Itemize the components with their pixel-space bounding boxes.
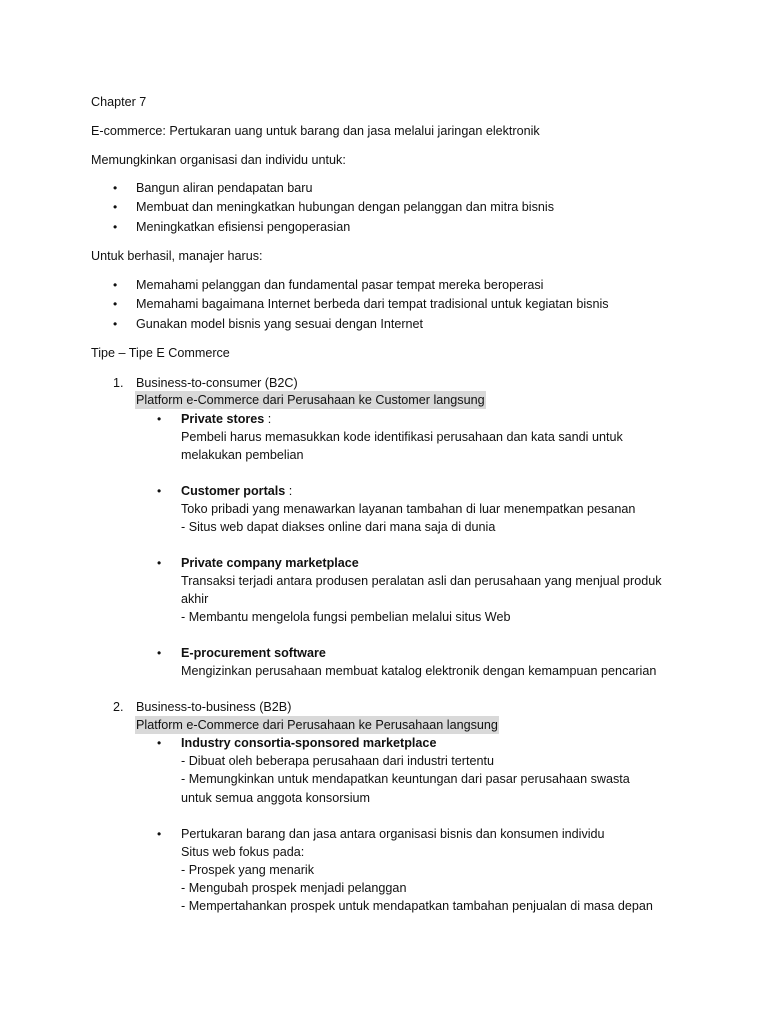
bullet-icon: • — [113, 297, 118, 311]
enable-item: Bangun aliran pendapatan baru — [136, 181, 313, 195]
b2c-item-title — [181, 410, 271, 428]
b2b-item-line: Situs web fokus pada: — [181, 845, 305, 859]
b2c-item-title — [181, 482, 292, 500]
b2c-item-line: - Membantu mengelola fungsi pembelian melalui situs Web — [181, 610, 511, 624]
bullet-icon: • — [113, 317, 118, 331]
b2c-item-term: E-procurement software — [181, 646, 326, 660]
b2c-item-line: akhir — [181, 592, 209, 606]
bullet-icon: • — [113, 181, 118, 195]
section1-highlight: Platform e-Commerce dari Perusahaan ke Customer langsung — [136, 393, 485, 407]
section1-number: 1. — [113, 376, 124, 390]
b2b-item-line: - Mempertahankan prospek untuk mendapatkan tambahan penjualan di masa depan — [181, 899, 653, 913]
b2c-item-suffix: : — [264, 412, 272, 426]
b2b-item-title — [181, 734, 436, 752]
section2-number: 2. — [113, 700, 124, 714]
b2b-item-line: - Prospek yang menarik — [181, 863, 314, 877]
success-item: Gunakan model bisnis yang sesuai dengan Internet — [136, 317, 424, 331]
bullet-icon: • — [113, 278, 118, 292]
definition-paragraph: E-commerce: Pertukaran uang untuk barang dan jasa melalui jaringan elektronik — [91, 124, 540, 138]
bullet-icon: • — [157, 736, 162, 750]
b2b-item-line: Pertukaran barang dan jasa antara organisasi bisnis dan konsumen individu — [181, 827, 605, 841]
success-intro: Untuk berhasil, manajer harus: — [91, 249, 263, 263]
b2c-item-line: - Situs web dapat diakses online dari mana saja di dunia — [181, 520, 496, 534]
bullet-icon: • — [157, 484, 162, 498]
b2b-item-line: - Dibuat oleh beberapa perusahaan dari industri tertentu — [181, 754, 494, 768]
chapter-title: Chapter 7 — [91, 95, 147, 109]
b2c-item-term: Customer portals — [181, 484, 286, 498]
section2-title: Business-to-business (B2B) — [136, 700, 292, 714]
bullet-icon: • — [157, 827, 162, 841]
b2c-item-title — [181, 554, 359, 572]
b2c-item-term: Private stores — [181, 412, 265, 426]
b2b-item-line: untuk semua anggota konsorsium — [181, 791, 371, 805]
bullet-icon: • — [157, 412, 162, 426]
b2c-item-line: Toko pribadi yang menawarkan layanan tambahan di luar menempatkan pesanan — [181, 502, 636, 516]
section2-highlight: Platform e-Commerce dari Perusahaan ke Perusahaan langsung — [136, 718, 498, 732]
b2c-item-term: Private company marketplace — [181, 556, 359, 570]
b2c-item-line: Transaksi terjadi antara produsen peralatan asli dan perusahaan yang menjual produk — [181, 574, 662, 588]
enable-item: Membuat dan meningkatkan hubungan dengan pelanggan dan mitra bisnis — [136, 200, 554, 214]
b2c-item-line: Mengizinkan perusahaan membuat katalog elektronik dengan kemampuan pencarian — [181, 664, 657, 678]
bullet-icon: • — [113, 200, 118, 214]
types-heading: Tipe – Tipe E Commerce — [91, 346, 230, 360]
b2b-item-term: Industry consortia-sponsored marketplace — [181, 736, 437, 750]
enable-intro: Memungkinkan organisasi dan individu untuk: — [91, 153, 346, 167]
b2b-item-line: - Memungkinkan untuk mendapatkan keuntungan dari pasar perusahaan swasta — [181, 772, 630, 786]
b2b-item-line: - Mengubah prospek menjadi pelanggan — [181, 881, 407, 895]
b2c-item-title — [181, 644, 326, 662]
bullet-icon: • — [157, 646, 162, 660]
success-item: Memahami bagaimana Internet berbeda dari tempat tradisional untuk kegiatan bisnis — [136, 297, 609, 311]
bullet-icon: • — [157, 556, 162, 570]
section1-title: Business-to-consumer (B2C) — [136, 376, 298, 390]
b2c-item-line: Pembeli harus memasukkan kode identifikasi perusahaan dan kata sandi untuk — [181, 430, 623, 444]
bullet-icon: • — [113, 220, 118, 234]
b2c-item-suffix: : — [285, 484, 293, 498]
success-item: Memahami pelanggan dan fundamental pasar tempat mereka beroperasi — [136, 278, 544, 292]
b2c-item-line: melakukan pembelian — [181, 448, 304, 462]
enable-item: Meningkatkan efisiensi pengoperasian — [136, 220, 351, 234]
